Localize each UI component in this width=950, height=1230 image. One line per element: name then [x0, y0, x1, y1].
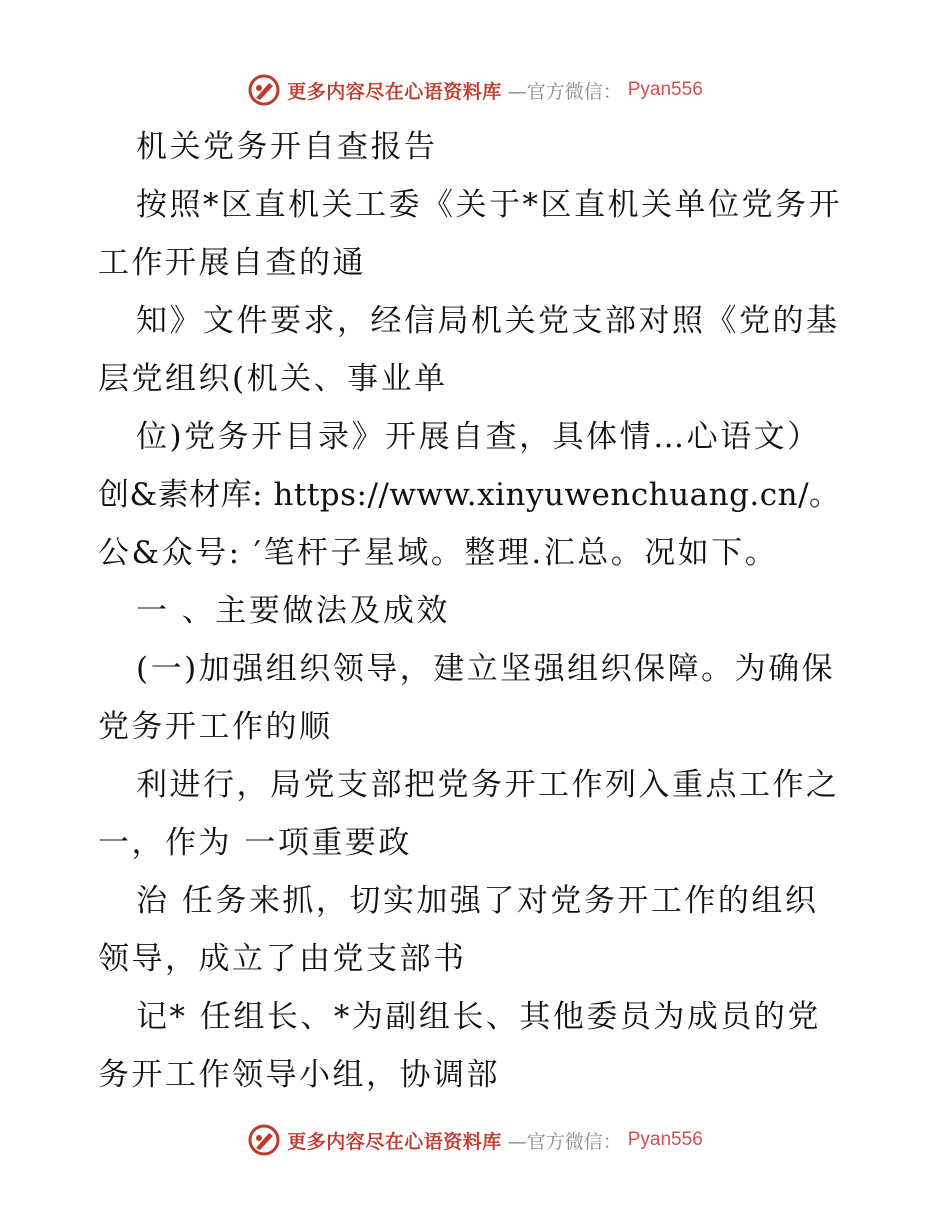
document-title: 机关党务开自查报告 — [136, 129, 438, 165]
paragraph-line: 一，作为 一项重要政 — [98, 825, 412, 861]
watermark-title: 更多内容尽在心语资料库 — [287, 80, 502, 103]
document-body — [98, 118, 858, 1104]
footer-watermark — [0, 1120, 950, 1160]
watermark-wechat-id: Pyan556 — [627, 79, 703, 100]
paragraph-line: 记* 任组长、*为副组长、其他委员为成员的党 — [136, 999, 821, 1035]
paragraph-line: 治 任务来抓，切实加强了对党务开工作的组织 — [136, 883, 819, 919]
watermark-label: —官方微信： — [507, 1130, 622, 1153]
subsection-heading: (一)加强组织领导，建立坚强组织保障。为确保 — [136, 651, 836, 687]
watermark-banner — [247, 1123, 703, 1157]
paragraph-line: 利进行，局党支部把党务开工作列入重点工作之 — [136, 767, 840, 803]
paragraph-line: 工作开展自查的通 — [98, 245, 366, 281]
paragraph-line: 位)党务开目录》开展自查，具体情…心语文） — [136, 419, 821, 455]
paragraph-line: 公&众号: ′笔杆子星域。整理.汇总。况如下。 — [98, 535, 779, 571]
paragraph-line: 层党组织(机关、事业单 — [98, 361, 448, 397]
paragraph-line: 按照*区直机关工委《关于*区直机关单位党务开 — [136, 187, 842, 223]
watermark-label: —官方微信： — [507, 80, 622, 103]
pen-logo-icon — [247, 73, 281, 107]
paragraph-line: 党务开工作的顺 — [98, 709, 333, 745]
section-heading: 一 、主要做法及成效 — [136, 593, 450, 629]
pen-logo-icon — [247, 1123, 281, 1157]
header-watermark — [0, 70, 950, 110]
paragraph-line: 领导，成立了由党支部书 — [98, 941, 467, 977]
watermark-banner — [247, 73, 703, 107]
paragraph-line: 务开工作领导小组，协调部 — [98, 1057, 500, 1093]
paragraph-line: 知》文件要求，经信局机关党支部对照《党的基 — [136, 303, 840, 339]
watermark-wechat-id: Pyan556 — [627, 1129, 703, 1150]
source-url-line: 创&素材库: https://www.xinyuwenchuang.cn/。 — [98, 477, 841, 513]
watermark-title: 更多内容尽在心语资料库 — [287, 1130, 502, 1153]
